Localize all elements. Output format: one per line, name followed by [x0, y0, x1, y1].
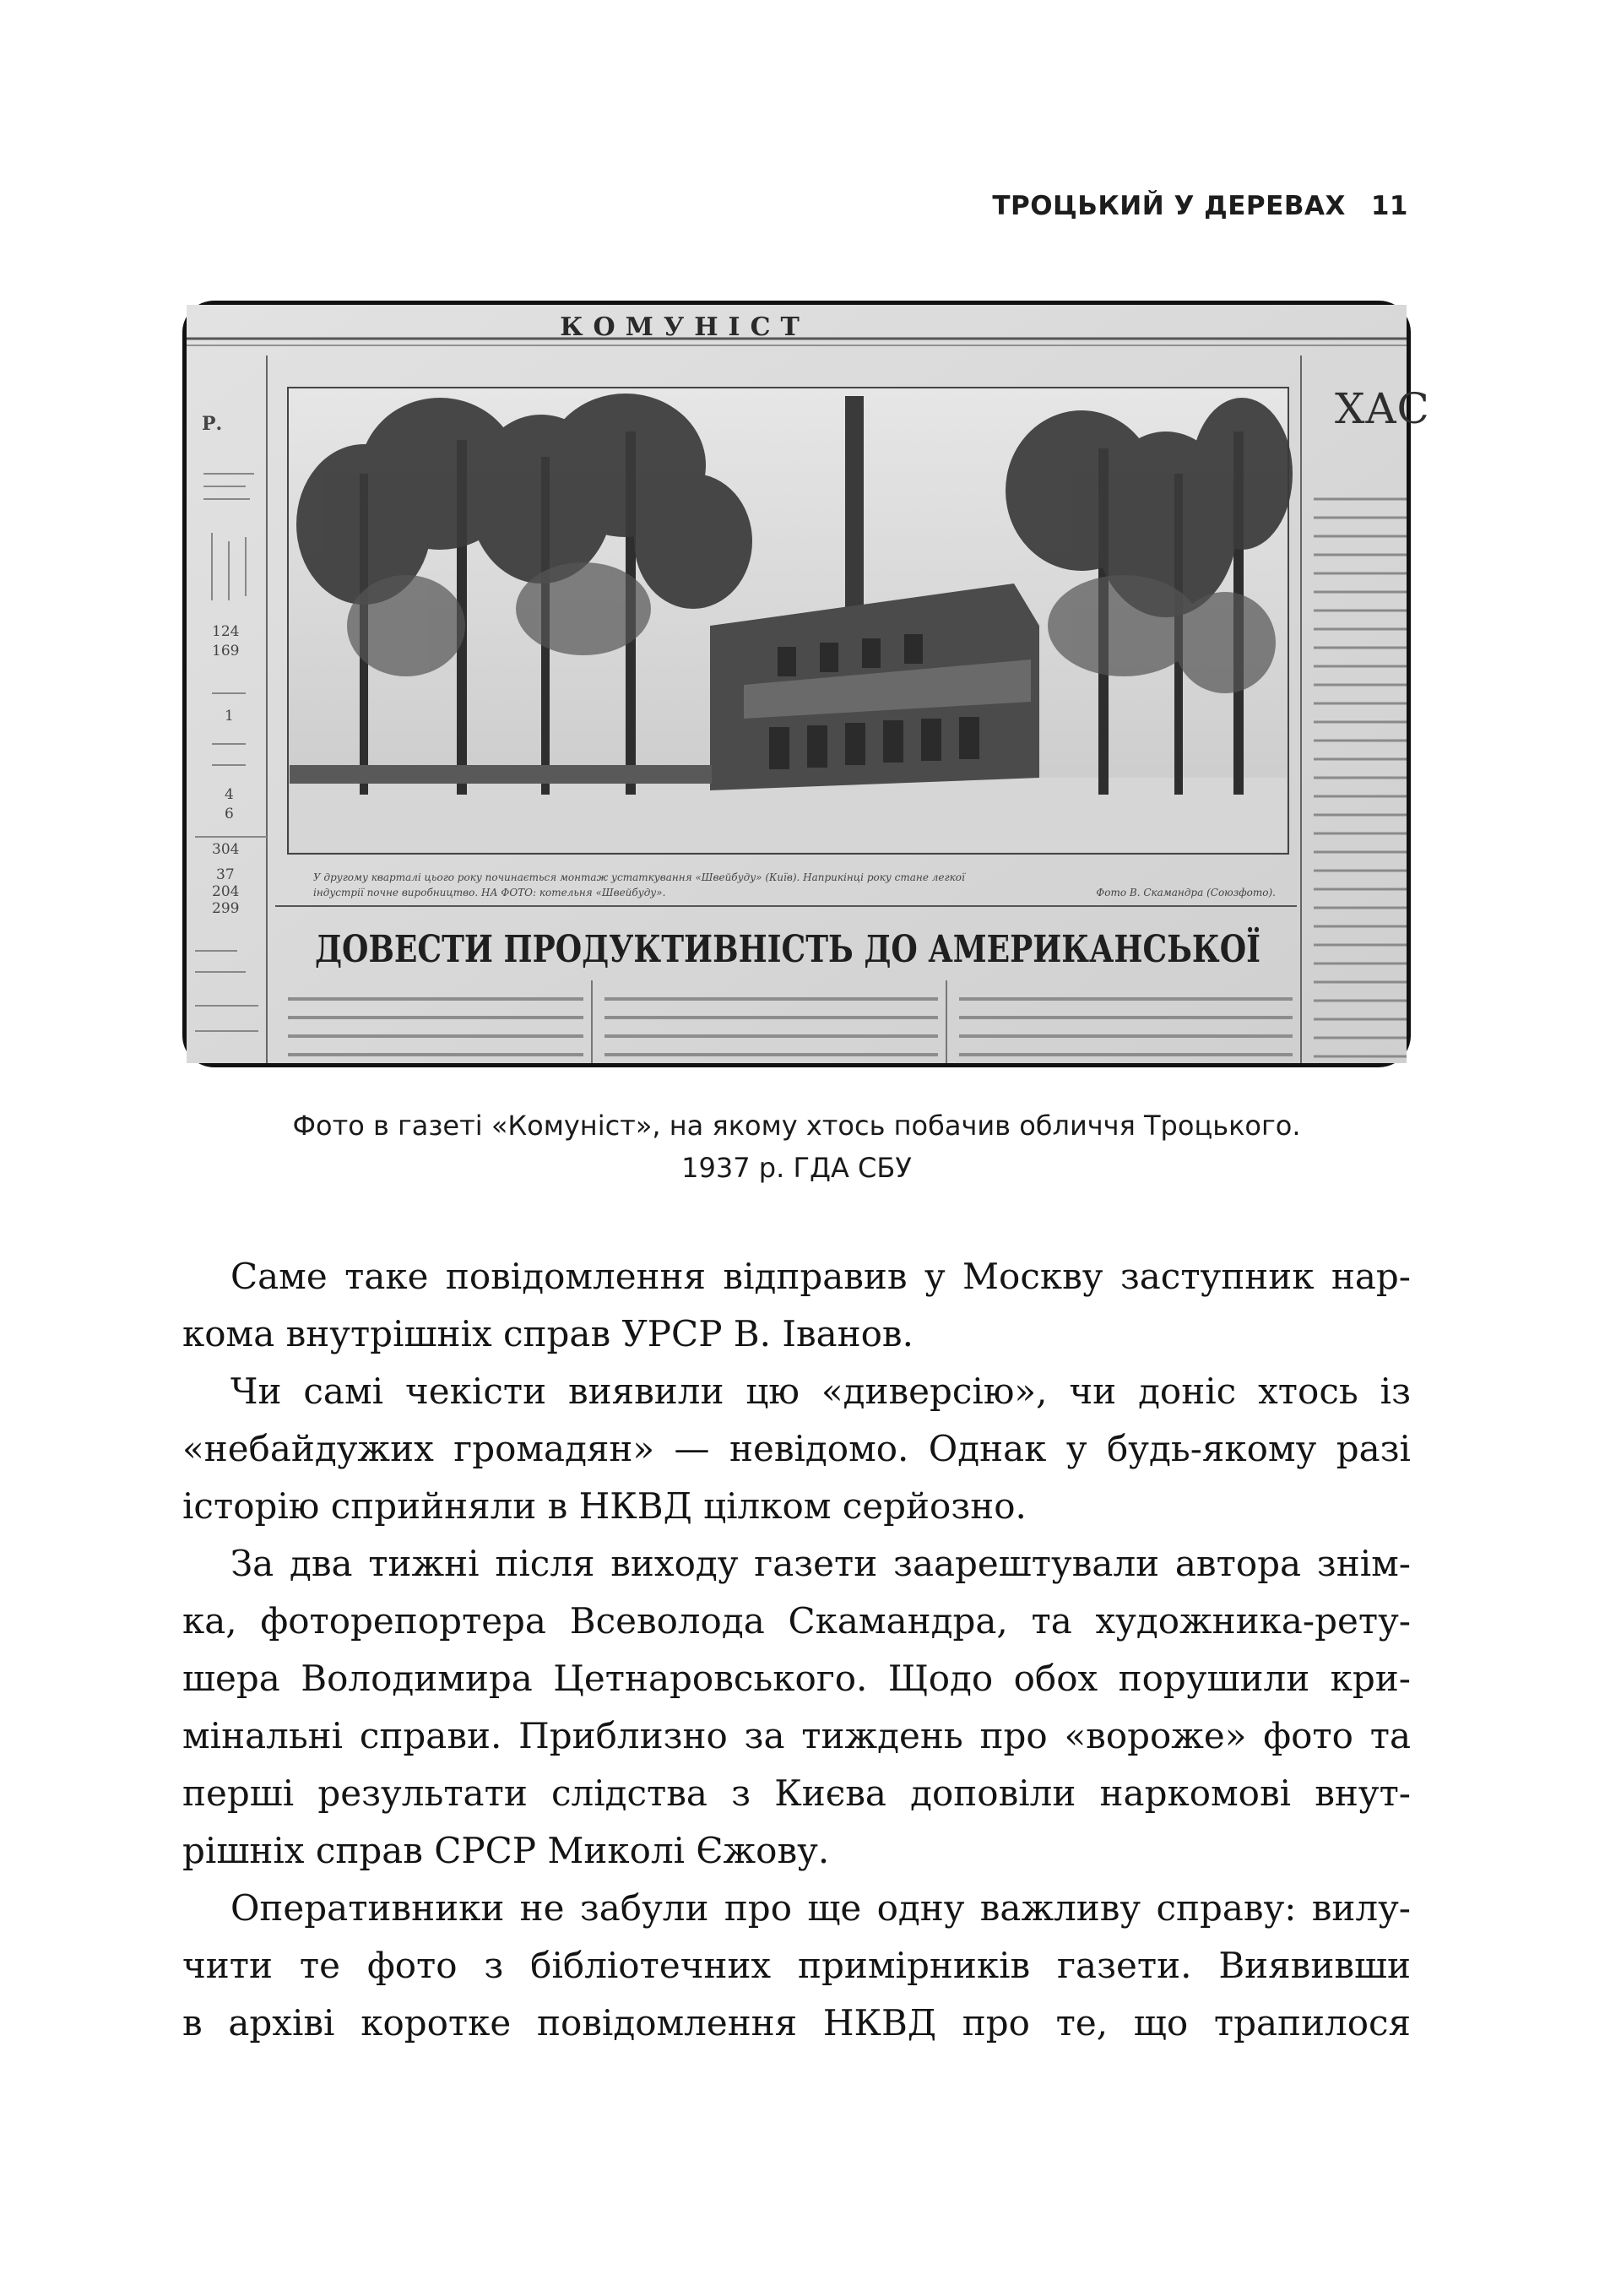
figure-caption-line-1: Фото в газеті «Комуніст», на якому хтось побачив обличчя Троцького. — [292, 1110, 1301, 1142]
photo-caption-line-1: У другому кварталі цього року починається монтаж устаткування «Швейбуду» (Київ). Наприкінці року стане легкої — [313, 871, 965, 883]
text-line: перші результати слідства з Києва доповіли наркомові внут- — [182, 1772, 1411, 1814]
left-col-text-7: 304 — [212, 841, 240, 858]
figure-caption-line-2: 1937 р. ГДА СБУ — [681, 1152, 912, 1184]
text-line: ка, фоторепортера Всеволода Скамандра, та художника-рету- — [182, 1600, 1411, 1642]
forest-building-photo — [288, 388, 1293, 854]
photo-caption-line-2: індустрії почне виробництво. НА ФОТО: котельня «Швейбуду». — [313, 887, 666, 898]
text-line: мінальні справи. Приблизно за тиждень про «вороже» фото та — [182, 1715, 1411, 1756]
text-line: «небайдужих громадян» — невідомо. Однак у будь-якому разі — [182, 1428, 1411, 1469]
left-col-text-5: 4 — [225, 786, 234, 803]
left-col-text-9: 204 — [212, 883, 240, 900]
left-col-text-3: 169 — [212, 643, 240, 659]
left-col-text-10: 299 — [212, 900, 240, 917]
paragraph-2 — [182, 1363, 1411, 1535]
paragraph-1 — [182, 1248, 1411, 1363]
paragraph-3 — [182, 1535, 1411, 1880]
left-col-text-4: 1 — [225, 708, 234, 725]
paragraph-4 — [182, 1880, 1411, 2052]
text-line: Чи самі чекісти виявили цю «диверсію», чи доніс хтось із — [230, 1371, 1411, 1412]
text-line: чити те фото з бібліотечних примірників газети. Виявивши — [182, 1945, 1411, 1986]
left-col-text-2: 124 — [212, 623, 240, 640]
left-col-text-6: 6 — [225, 806, 234, 822]
text-line: в архіві коротке повідомлення НКВД про те, що трапилося — [182, 2002, 1411, 2044]
text-line: кома внутрішніх справ УРСР В. Іванов. — [182, 1313, 914, 1354]
text-line: Саме таке повідомлення відправив у Москву заступник нар- — [230, 1256, 1411, 1297]
text-line: рішніх справ СРСР Миколі Єжову. — [182, 1830, 830, 1871]
left-col-text-1: Р. — [202, 413, 223, 435]
newspaper-clipping-image — [187, 305, 1469, 1063]
newspaper-headline: ДОВЕСТИ ПРОДУКТИВНІСТЬ ДО АМЕРИКАНСЬКОЇ — [315, 928, 1469, 971]
running-head-title: ТРОЦЬКИЙ У ДЕРЕВАХ — [992, 191, 1346, 221]
text-line: історію сприйняли в НКВД цілком серйозно. — [182, 1485, 1027, 1527]
text-line: За два тижні після виходу газети заарештували автора знім- — [230, 1543, 1411, 1584]
body-text — [182, 1248, 1411, 2052]
text-line: шера Володимира Цетнаровського. Щодо обох порушили кри- — [182, 1658, 1411, 1699]
text-line: Оперативники не забули про ще одну важливу справу: вилу- — [230, 1887, 1411, 1929]
figure-caption — [182, 1105, 1411, 1189]
left-col-text-8: 37 — [216, 866, 235, 883]
page-number: 11 — [1370, 191, 1408, 221]
running-head — [992, 191, 1408, 221]
right-col-heading: ХАС — [1335, 384, 1429, 433]
photo-credit: Фото В. Скамандра (Союзфото). — [1096, 887, 1276, 898]
newspaper-photo-figure — [182, 301, 1469, 1067]
masthead: КОМУНІСТ — [560, 312, 810, 342]
